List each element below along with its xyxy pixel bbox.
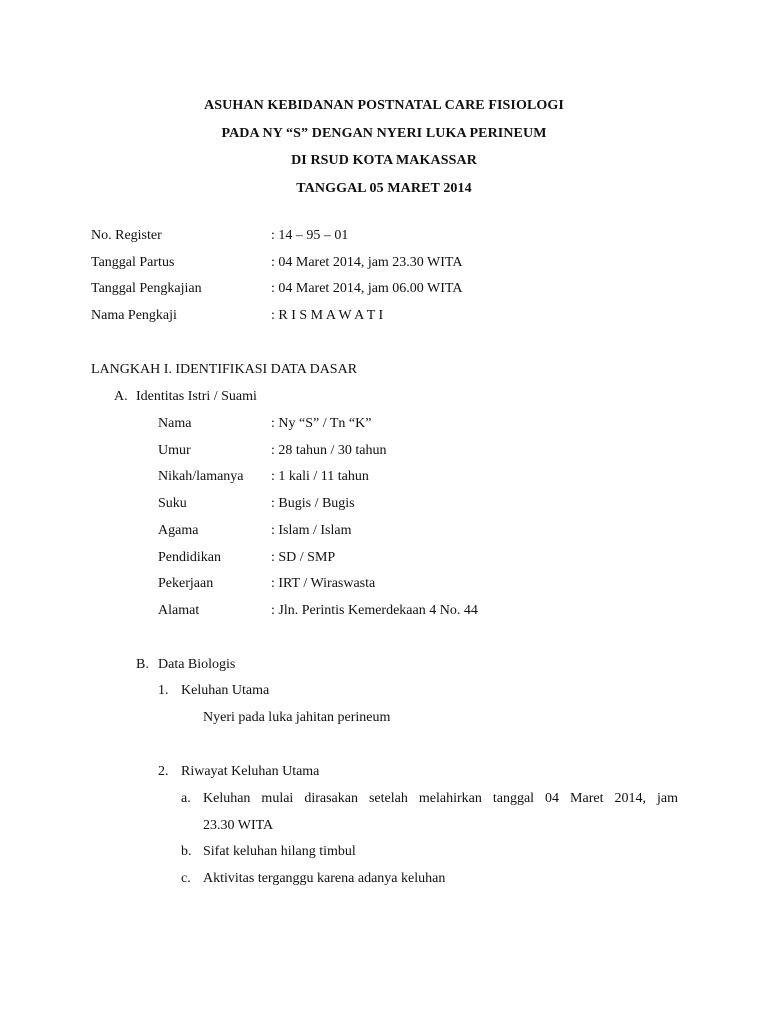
identity-name-label: Nama (158, 416, 192, 431)
section-b-title: Data Biologis (158, 657, 236, 672)
birth-date-value: : 04 Maret 2014, jam 23.30 WITA (271, 255, 463, 270)
step1-heading: LANGKAH I. IDENTIFIKASI DATA DASAR (91, 362, 358, 377)
title-line-1: ASUHAN KEBIDANAN POSTNATAL CARE FISIOLOGI (204, 98, 564, 113)
identity-occupation-label: Pekerjaan (158, 576, 214, 591)
item2a-line1: Keluhan mulai dirasakan setelah melahirkan tanggal 04 Maret 2014, jam (203, 791, 678, 806)
title-line-2: PADA NY “S” DENGAN NYERI LUKA PERINEUM (221, 125, 547, 141)
section-a-marker: A. (114, 389, 128, 404)
item2b-text: Sifat keluhan hilang timbul (203, 844, 356, 859)
identity-address-label: Alamat (158, 603, 200, 618)
identity-name-value: : Ny “S” / Tn “K” (271, 416, 372, 431)
item2a-marker: a. (181, 791, 191, 806)
section-a-title: Identitas Istri / Suami (136, 389, 257, 404)
identity-ethnicity-label: Suku (158, 496, 187, 511)
identity-marriage-label: Nikah/lamanya (158, 469, 244, 484)
identity-age-value: : 28 tahun / 30 tahun (271, 443, 387, 458)
assessor-name-value: : R I S M A W A T I (271, 308, 384, 323)
birth-date-label: Tanggal Partus (91, 255, 175, 270)
item1-title: Keluhan Utama (181, 683, 270, 698)
item2b-marker: b. (181, 844, 192, 859)
identity-religion-value: : Islam / Islam (271, 523, 352, 538)
item1-text: Nyeri pada luka jahitan perineum (203, 710, 391, 725)
item2c-text: Aktivitas terganggu karena adanya keluhan (203, 871, 446, 886)
assessor-name-label: Nama Pengkaji (91, 308, 177, 323)
section-b-marker: B. (136, 657, 149, 672)
identity-education-label: Pendidikan (158, 550, 221, 565)
item2-marker: 2. (158, 764, 169, 779)
title-line-4: TANGGAL 05 MARET 2014 (296, 180, 472, 196)
assessment-date-label: Tanggal Pengkajian (91, 281, 202, 296)
identity-religion-label: Agama (158, 523, 199, 538)
item2-title: Riwayat Keluhan Utama (181, 764, 320, 779)
identity-occupation-value: : IRT / Wiraswasta (271, 576, 376, 591)
identity-age-label: Umur (158, 443, 191, 458)
document-title (0, 92, 768, 202)
identity-education-value: : SD / SMP (271, 550, 336, 565)
title-line-3: DI RSUD KOTA MAKASSAR (291, 153, 477, 168)
register-number-value: : 14 – 95 – 01 (271, 228, 349, 243)
assessment-date-value: : 04 Maret 2014, jam 06.00 WITA (271, 281, 463, 296)
item2a-line2: 23.30 WITA (203, 818, 274, 833)
identity-address-value: : Jln. Perintis Kemerdekaan 4 No. 44 (271, 603, 478, 618)
identity-ethnicity-value: : Bugis / Bugis (271, 496, 355, 511)
register-number-label: No. Register (91, 228, 162, 243)
identity-marriage-value: : 1 kali / 11 tahun (271, 469, 369, 484)
item2c-marker: c. (181, 871, 191, 886)
item1-marker: 1. (158, 683, 169, 698)
